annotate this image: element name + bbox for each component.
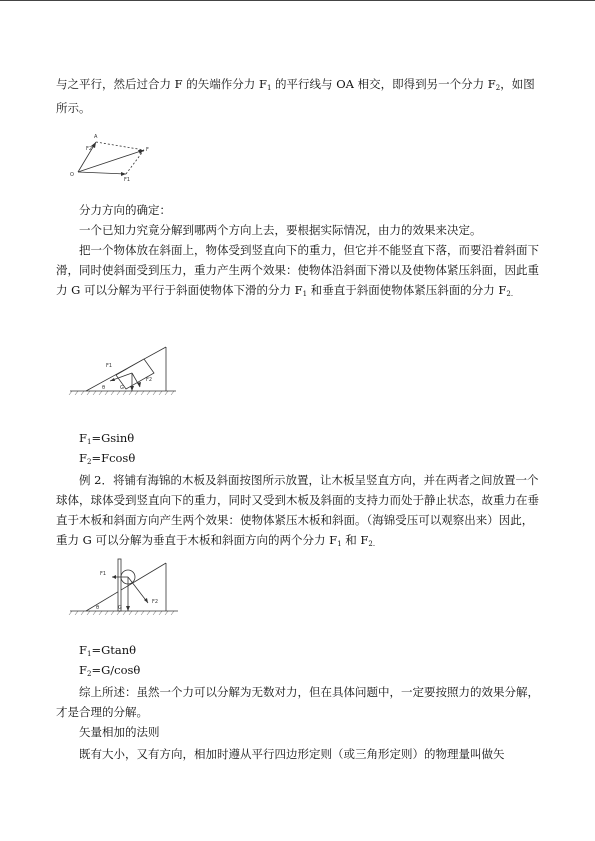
- label-G: G: [120, 385, 124, 391]
- label-theta: θ: [96, 605, 100, 611]
- section-title-vector-addition: 矢量相加的法则: [79, 725, 160, 739]
- figure-parallelogram: [66, 130, 166, 186]
- subscript: 1: [86, 438, 92, 446]
- subscript: 2: [495, 84, 501, 92]
- label-F1: F1: [100, 571, 107, 577]
- subscript: 1: [337, 540, 342, 548]
- text: F: [79, 663, 87, 677]
- text: F: [79, 643, 87, 657]
- text: 把一个物体放在斜面上，物体受到竖直向下的重力，但它并不能竖直下落，而要沿着斜面下滑，同时使斜面受到压力，重力产生两个效果：使物体沿斜面下滑以及使物体紧压斜面，因此重力 G 可以分解为平行于斜面使物体下滑的分力 F: [56, 243, 539, 297]
- subscript: 2.: [368, 540, 376, 548]
- label-F2: F2: [146, 377, 153, 383]
- subscript: 1: [302, 290, 308, 298]
- text: =G/cosθ: [91, 663, 141, 677]
- text: 与之平行，然后过合力 F 的矢端作分力 F: [56, 77, 267, 91]
- label-F2: F2: [86, 146, 93, 152]
- paragraph-example-2: [56, 470, 542, 554]
- text: 和垂直于斜面使物体紧压斜面的分力 F: [307, 283, 507, 297]
- section-title: 分力方向的确定：: [79, 203, 171, 217]
- text: =Gsinθ: [91, 431, 135, 445]
- text: ，如图所示。: [56, 77, 535, 115]
- paragraph-parallelogram-end: [56, 74, 542, 118]
- subscript: 2: [86, 670, 92, 678]
- text: =Gtanθ: [91, 643, 137, 657]
- paragraph-vector-definition: 既有大小，又有方向，相加时遵从平行四边形定则（或三角形定则）的物理量叫做矢: [79, 747, 505, 761]
- text: =Fcosθ: [91, 451, 136, 465]
- label-O: O: [70, 172, 74, 178]
- figure-block-on-incline: [66, 335, 186, 405]
- subscript: 2: [86, 458, 92, 466]
- label-F1: F1: [124, 177, 131, 183]
- subscript: 2.: [506, 290, 514, 298]
- label-theta: θ: [102, 385, 106, 391]
- label-A: A: [94, 134, 98, 140]
- label-G: G: [118, 605, 122, 611]
- formula-F2-Fcos: [56, 448, 542, 472]
- formula-F2-Gcos: [56, 660, 542, 684]
- paragraph-summary: 综上所述：虽然一个力可以分解为无数对力，但在具体问题中，一定要按照力的效果分解，才是合理的分解。: [56, 685, 539, 719]
- text: F: [79, 451, 87, 465]
- paragraph-force-direction: 一个已知力究竟分解到哪两个方向上去，要根据实际情况，由力的效果来决定。: [79, 223, 482, 237]
- label-F: F: [146, 147, 149, 153]
- text: 的平行线与 OA 相交，即得到另一个分力 F: [271, 77, 496, 91]
- text: 例 2．将铺有海锦的木板及斜面按图所示放置，让木板呈竖直方向，并在两者之间放置一个球体，球体受到竖直向下的重力，同时又受到木板及斜面的支持力而处于静止状态，故重力在垂直于木板和斜面方向产生两个效果：使物体紧压木板和斜面。（海锦受压可以观察出来）因此，重力 G 可以分解为垂直于木板和斜面方向的两个分力 F: [56, 473, 539, 547]
- text: F: [79, 431, 87, 445]
- paragraph-incline: [56, 240, 542, 304]
- figure-ball-board-incline: [66, 555, 186, 625]
- subscript: 1: [266, 84, 272, 92]
- subscript: 1: [86, 650, 92, 658]
- text: 和 F: [341, 533, 369, 547]
- label-F2: F2: [152, 599, 159, 605]
- label-F1: F1: [106, 363, 113, 369]
- page-top-border: [0, 0, 595, 1]
